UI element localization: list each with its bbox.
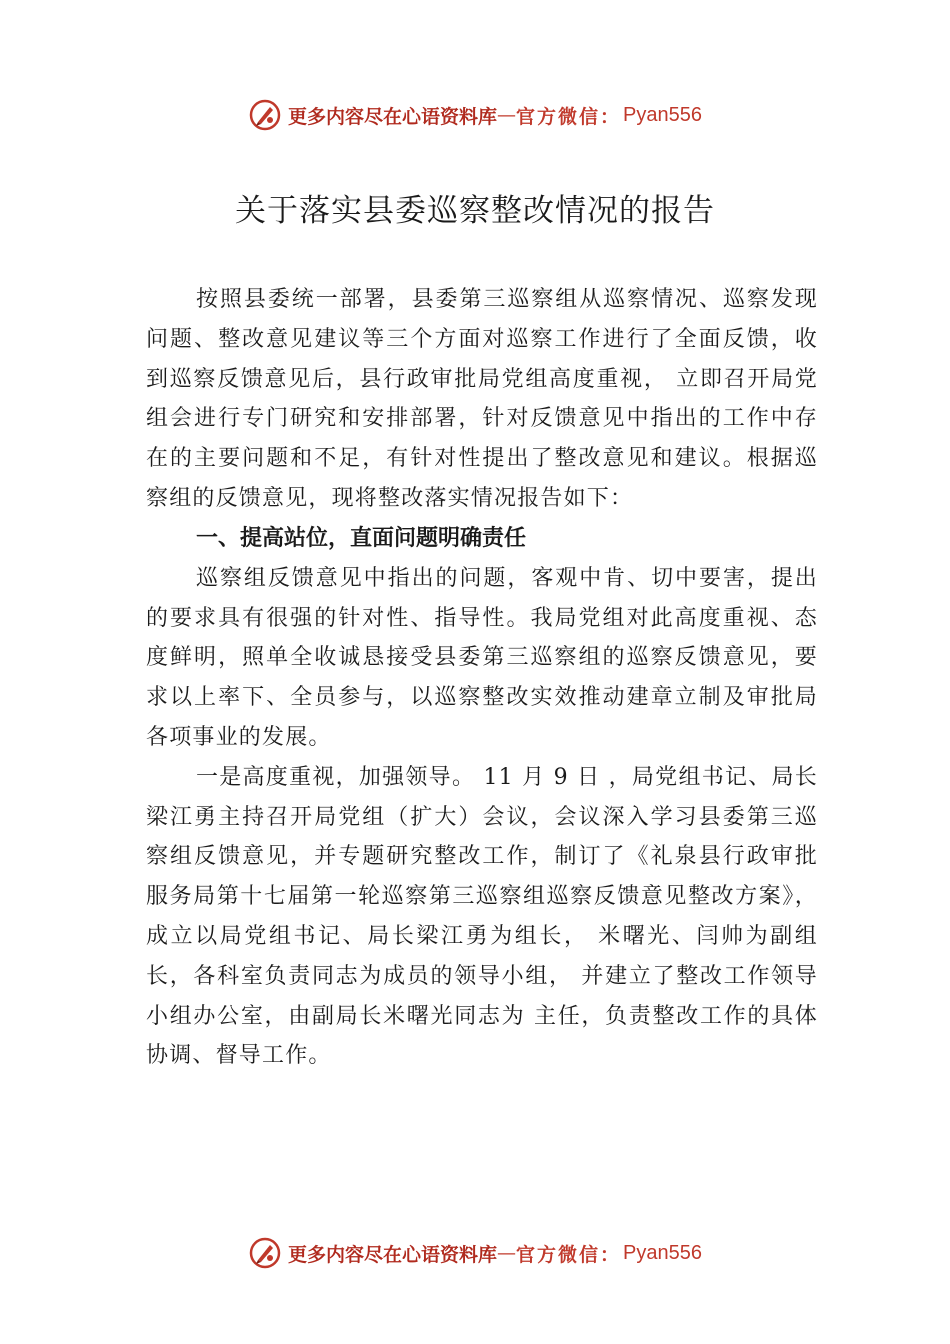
banner-wechat-label: 官方微信： bbox=[516, 1243, 622, 1266]
document-title: 关于落实县委巡察整改情况的报告 bbox=[235, 193, 715, 229]
document-body bbox=[146, 280, 818, 1076]
paragraph-section-1: 巡察组反馈意见中指出的问题，客观中肯、切中要害，提出的要求具有很强的针对性、指导性。我局党组对此高度重视、态度鲜明，照单全收诚恳接受县委第三巡察组的巡察反馈意见，要求以上率下、全员参与，以巡察整改实效推动建章立制及审批局各项事业的发展。 bbox=[146, 565, 818, 750]
footer-banner bbox=[0, 1233, 950, 1273]
section-heading: 一、提高站位，直面问题明确责任 bbox=[196, 525, 527, 551]
banner-separator: — bbox=[497, 104, 517, 126]
banner-text: 更多内容尽在心语资料库 bbox=[288, 1243, 498, 1266]
banner-wechat-id: Pyan556 bbox=[623, 103, 702, 126]
paragraph-intro: 按照县委统一部署，县委第三巡察组从巡察情况、巡察发现问题、整改意见建议等三个方面对巡察工作进行了全面反馈，收到巡察反馈意见后，县行政审批局党组高度重视， 立即召开局党组会进行专门研究和安排部署，针对反馈意见中指出的工作中存在的主要问题和不足，有针对性提出了整改意见和建议。根据巡察组的反馈意见，现将整改落实情况报告如下： bbox=[146, 287, 818, 511]
banner-separator: — bbox=[497, 1242, 517, 1264]
banner-wechat-label: 官方微信： bbox=[516, 105, 622, 128]
pen-logo-icon bbox=[248, 98, 282, 132]
pen-logo-icon bbox=[248, 1236, 282, 1270]
banner-text: 更多内容尽在心语资料库 bbox=[288, 105, 498, 128]
banner-wechat-id: Pyan556 bbox=[623, 1241, 702, 1264]
header-banner bbox=[0, 95, 950, 135]
paragraph-section-1-item-1: 一是高度重视，加强领导。 11 月 9 日 ，局党组书记、局长梁江勇主持召开局党组（扩大）会议，会议深入学习县委第三巡察组反馈意见，并专题研究整改工作，制订了《礼泉县行政审批服务局第十七届第一轮巡察第三巡察组巡察反馈意见整改方案》，成立以局党组书记、局长梁江勇为组长， 米曙光、闫帅为副组长，各科室负责同志为成员的领导小组， 并建立了整改工作领导小组办公室，由副局长米曙光同志为 主任，负责整改工作的具体协调、督导工作。 bbox=[146, 764, 818, 1069]
